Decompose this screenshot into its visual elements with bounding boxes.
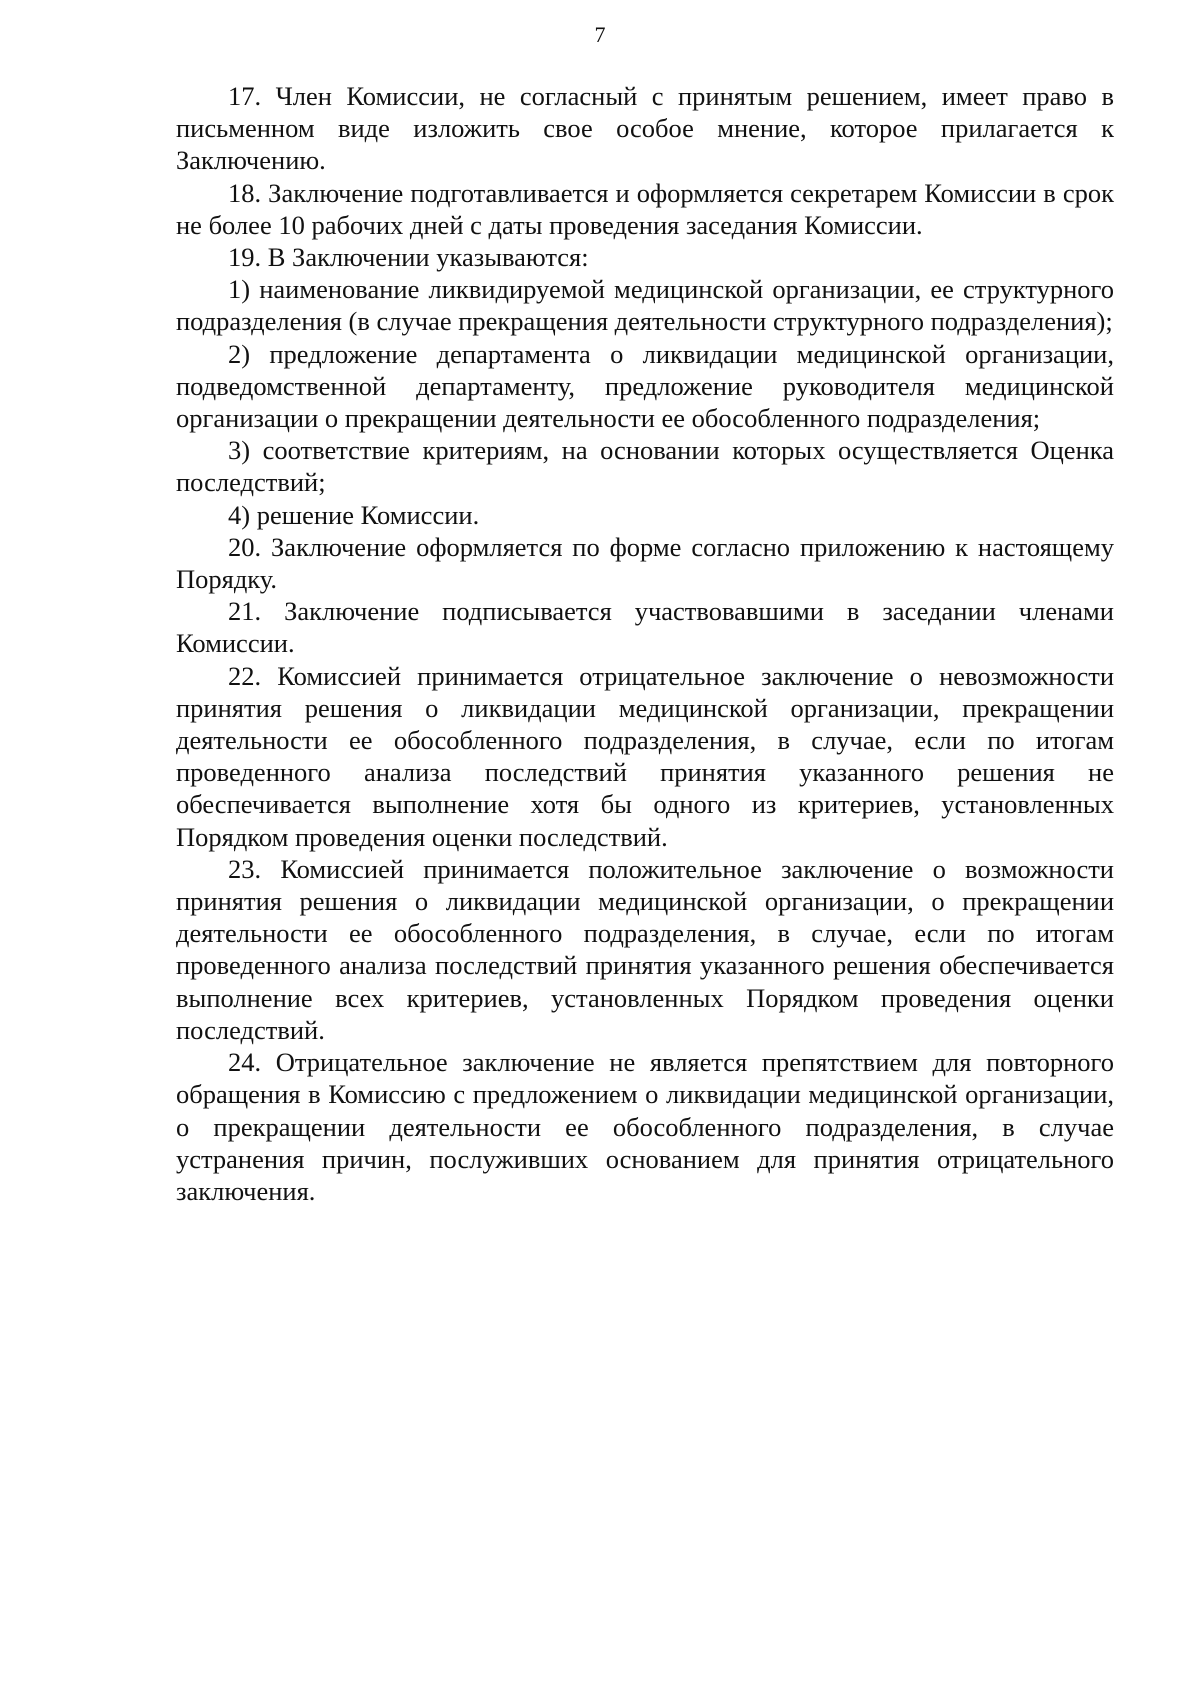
paragraph-17: 17. Член Комиссии, не согласный с принятым решением, имеет право в письменном виде изложить свое особое мнение, которое прилагается к Заключению. — [176, 81, 1114, 176]
paragraph-21: 21. Заключение подписывается участвовавшими в заседании членами Комиссии. — [176, 596, 1114, 659]
document-body — [176, 80, 1114, 1207]
list-item-3: 3) соответствие критериям, на основании которых осуществляется Оценка последствий; — [176, 435, 1114, 498]
paragraph-23: 23. Комиссией принимается положительное заключение о возможности принятия решения о ликвидации медицинской организации, о прекращении деятельности ее обособленного подразделения, в случае, если по итогам проведенного анализа последствий принятия указанного решения обеспечивается выполнение всех критериев, установленных Порядком проведения оценки последствий. — [176, 853, 1114, 1045]
list-item-2: 2) предложение департамента о ликвидации медицинской организации, подведомственной департаменту, предложение руководителя медицинской организации о прекращении деятельности ее обособленного подразделения; — [176, 338, 1114, 434]
page-number: 7 — [594, 22, 606, 47]
paragraph-24: 24. Отрицательное заключение не является препятствием для повторного обращения в Комиссию с предложением о ликвидации медицинской организации, о прекращении деятельности ее обособленного подразделения, в случае устранения причин, послуживших основанием для принятия отрицательного заключения. — [176, 1047, 1114, 1206]
paragraph-19: 19. В Заключении указываются: — [228, 242, 589, 273]
paragraph-20: 20. Заключение оформляется по форме согласно приложению к настоящему Порядку. — [176, 531, 1114, 595]
list-item-4: 4) решение Комиссии. — [228, 499, 480, 530]
paragraph-22: 22. Комиссией принимается отрицательное заключение о невозможности принятия решения о ликвидации медицинской организации, прекращении деятельности ее обособленного подразделения, в случае, если по итогам проведенного анализа последствий принятия указанного решения не обеспечивается выполнение хотя бы одного из критериев, установленных Порядком проведения оценки последствий. — [176, 660, 1114, 852]
paragraph-18: 18. Заключение подготавливается и оформляется секретарем Комиссии в срок не более 10 рабочих дней с даты проведения заседания Комиссии. — [176, 177, 1114, 240]
list-item-1: 1) наименование ликвидируемой медицинской организации, ее структурного подразделения (в случае прекращения деятельности структурного подразделения); — [176, 274, 1114, 337]
